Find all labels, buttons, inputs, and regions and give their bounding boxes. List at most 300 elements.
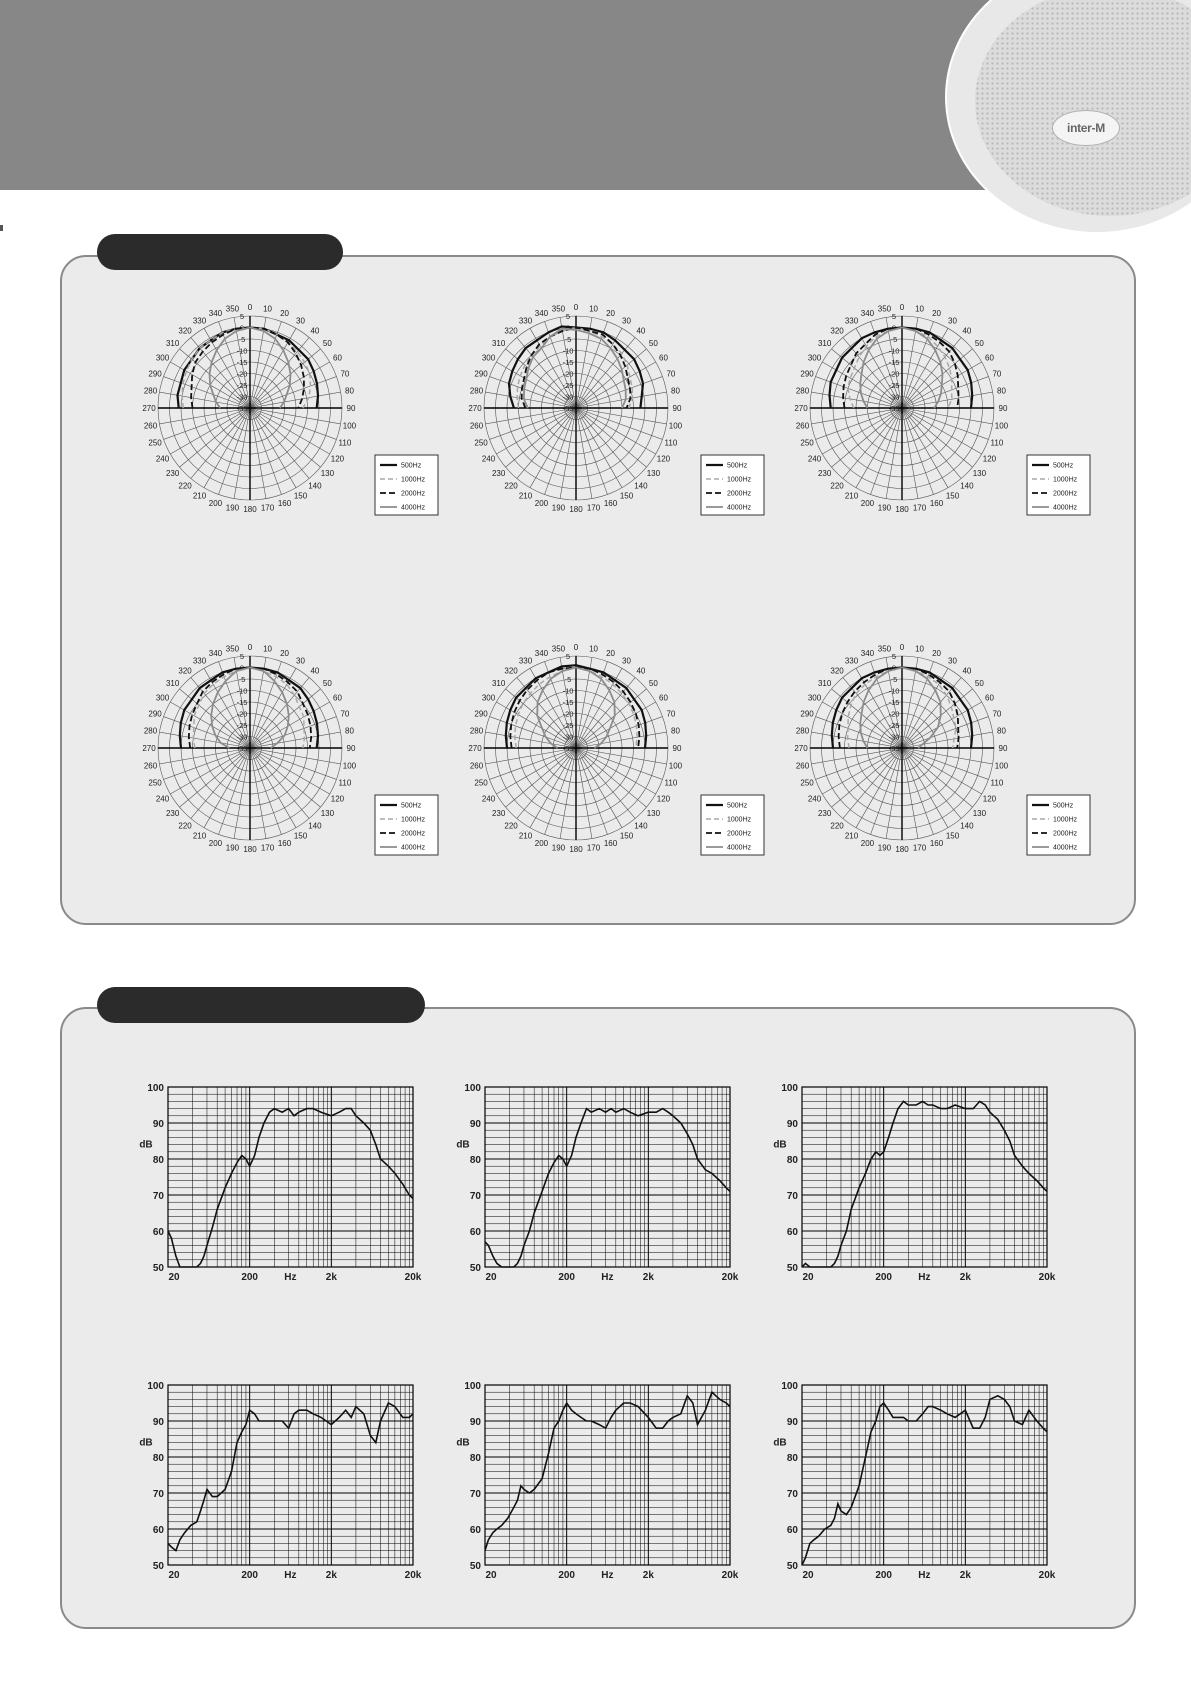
frequency-plot-area xyxy=(485,1087,730,1267)
frequency-chart-5 xyxy=(447,1373,747,1593)
polar-angle-label: 300 xyxy=(807,353,822,363)
polar-angle-label: 110 xyxy=(664,438,678,448)
frequency-y-tick: 80 xyxy=(786,1453,798,1464)
frequency-y-tick: 70 xyxy=(152,1191,164,1202)
polar-angle-label: 90 xyxy=(346,744,356,753)
frequency-x-tick: Hz xyxy=(284,1272,297,1283)
polar-angle-label: 220 xyxy=(830,821,844,831)
frequency-y-tick: 100 xyxy=(781,1083,798,1094)
frequency-y-tick: 80 xyxy=(786,1155,798,1166)
polar-angle-label: 40 xyxy=(636,326,646,336)
polar-angle-label: 100 xyxy=(668,761,683,771)
frequency-x-tick: 20 xyxy=(485,1570,497,1581)
polar-angle-label: 140 xyxy=(960,481,974,491)
frequency-x-tick: 200 xyxy=(558,1570,576,1581)
polar-angle-label: 100 xyxy=(668,421,683,431)
polar-angle-label: 140 xyxy=(634,481,648,491)
polar-radial-label: 0 xyxy=(565,323,571,333)
polar-angle-label: 20 xyxy=(606,649,615,659)
polar-angle-label: 290 xyxy=(474,709,488,719)
polar-angle-label: 330 xyxy=(192,656,207,666)
polar-angle-label: 90 xyxy=(998,404,1008,413)
polar-radial-label: -5 xyxy=(890,675,898,684)
polar-angle-label: 220 xyxy=(504,481,518,491)
polar-angle-label: 50 xyxy=(648,339,658,349)
frequency-y-tick: 70 xyxy=(786,1191,798,1202)
polar-angle-label: 160 xyxy=(277,498,292,508)
polar-legend-label: 500Hz xyxy=(401,462,422,470)
polar-radial-label: -20 xyxy=(562,709,574,719)
frequency-y-axis-label: dB xyxy=(456,1139,470,1151)
frequency-plot-area xyxy=(168,1385,413,1565)
polar-angle-label: 240 xyxy=(155,454,170,464)
polar-angle-label: 10 xyxy=(915,304,924,314)
polar-angle-label: 90 xyxy=(998,744,1008,753)
polar-chart-3 xyxy=(772,300,1112,545)
polar-angle-label: 290 xyxy=(148,709,162,719)
polar-angle-label: 350 xyxy=(551,304,566,314)
polar-angle-label: 140 xyxy=(308,821,322,831)
polar-angle-label: 190 xyxy=(225,503,240,513)
polar-radial-label: 0 xyxy=(239,323,245,333)
polar-angle-label: 180 xyxy=(895,845,909,854)
polar-chart-1 xyxy=(120,300,460,545)
polar-angle-label: 30 xyxy=(948,656,957,666)
frequency-chart-3 xyxy=(764,1075,1064,1295)
polar-angle-label: 110 xyxy=(338,778,352,788)
polar-radial-label: -20 xyxy=(236,369,248,379)
frequency-y-tick: 60 xyxy=(786,1525,798,1536)
polar-angle-label: 130 xyxy=(972,468,987,478)
polar-angle-label: 70 xyxy=(666,369,676,379)
polar-angle-label: 30 xyxy=(622,316,631,326)
polar-angle-label: 260 xyxy=(143,761,158,771)
frequency-y-tick: 90 xyxy=(786,1119,798,1130)
polar-angle-label: 320 xyxy=(178,326,192,336)
frequency-y-tick: 50 xyxy=(469,1263,481,1274)
polar-legend-label: 1000Hz xyxy=(401,476,426,484)
polar-radial-label: -5 xyxy=(564,675,572,684)
polar-angle-label: 210 xyxy=(844,491,859,501)
polar-angle-label: 70 xyxy=(340,369,350,379)
polar-angle-label: 280 xyxy=(143,386,158,396)
polar-angle-label: 260 xyxy=(469,761,484,771)
polar-radial-label: -10 xyxy=(562,346,574,356)
polar-angle-label: 280 xyxy=(795,726,810,736)
polar-radial-label: -25 xyxy=(236,381,248,390)
polar-angle-label: 170 xyxy=(260,843,275,853)
frequency-x-tick: 2k xyxy=(642,1272,654,1283)
polar-angle-label: 160 xyxy=(929,838,944,848)
polar-legend-label: 4000Hz xyxy=(1053,844,1078,852)
polar-angle-label: 250 xyxy=(474,438,488,448)
polar-angle-label: 130 xyxy=(646,808,661,818)
polar-radial-label: -30 xyxy=(236,392,248,402)
polar-angle-label: 170 xyxy=(586,843,601,853)
polar-legend-label: 1000Hz xyxy=(1053,476,1078,484)
polar-angle-label: 310 xyxy=(491,679,506,689)
polar-angle-label: 190 xyxy=(551,503,566,513)
polar-angle-label: 40 xyxy=(962,666,972,676)
polar-angle-label: 190 xyxy=(551,843,566,853)
frequency-y-tick: 60 xyxy=(786,1227,798,1238)
polar-radial-label: 0 xyxy=(239,663,245,673)
polar-angle-label: 30 xyxy=(296,316,305,326)
polar-angle-label: 340 xyxy=(534,309,549,319)
polar-legend-label: 1000Hz xyxy=(1053,816,1078,824)
polar-angle-label: 330 xyxy=(518,316,533,326)
polar-angle-label: 250 xyxy=(148,438,162,448)
polar-angle-label: 180 xyxy=(895,505,909,514)
polar-angle-label: 150 xyxy=(293,491,308,501)
polar-chart-2 xyxy=(446,300,786,545)
polar-angle-label: 40 xyxy=(310,666,320,676)
polar-series-500Hz xyxy=(830,328,973,409)
polar-angle-label: 210 xyxy=(844,831,859,841)
polar-legend-label: 1000Hz xyxy=(401,816,426,824)
polar-angle-label: 180 xyxy=(243,845,257,854)
polar-angle-label: 200 xyxy=(208,838,223,848)
polar-radial-label: -30 xyxy=(888,392,900,402)
polar-legend-label: 2000Hz xyxy=(401,490,426,498)
polar-radial-label: -5 xyxy=(890,335,898,344)
polar-angle-label: 310 xyxy=(491,339,506,349)
speaker-product-photo xyxy=(945,0,1191,234)
polar-angle-label: 210 xyxy=(518,831,533,841)
polar-angle-label: 140 xyxy=(308,481,322,491)
polar-angle-label: 50 xyxy=(322,679,332,689)
frequency-x-tick: 2k xyxy=(642,1570,654,1581)
frequency-plot-area xyxy=(168,1087,413,1267)
polar-angle-label: 20 xyxy=(280,309,289,319)
polar-angle-label: 80 xyxy=(345,386,354,396)
polar-angle-label: 30 xyxy=(296,656,305,666)
margin-mark xyxy=(0,225,3,231)
polar-angle-label: 80 xyxy=(671,386,680,396)
polar-series-4000Hz xyxy=(860,668,941,749)
polar-legend-label: 500Hz xyxy=(727,462,748,470)
frequency-x-tick: 2k xyxy=(325,1570,337,1581)
polar-angle-label: 270 xyxy=(468,744,482,753)
frequency-y-tick: 90 xyxy=(152,1119,164,1130)
frequency-x-tick: Hz xyxy=(918,1272,931,1283)
polar-angle-label: 240 xyxy=(807,794,822,804)
polar-legend-label: 2000Hz xyxy=(727,490,752,498)
polar-angle-label: 50 xyxy=(974,339,984,349)
frequency-y-axis-label: dB xyxy=(773,1139,787,1151)
polar-angle-label: 20 xyxy=(606,309,615,319)
speaker-grille xyxy=(975,0,1191,216)
frequency-x-tick: 2k xyxy=(325,1272,337,1283)
frequency-y-tick: 50 xyxy=(152,1263,164,1274)
polar-legend-label: 4000Hz xyxy=(401,504,426,512)
polar-angle-label: 150 xyxy=(945,491,960,501)
frequency-y-tick: 100 xyxy=(464,1083,481,1094)
polar-angle-label: 260 xyxy=(795,761,810,771)
polar-radial-label: 0 xyxy=(891,663,897,673)
polar-angle-label: 300 xyxy=(807,693,822,703)
polar-angle-label: 290 xyxy=(800,709,814,719)
polar-angle-label: 200 xyxy=(534,838,549,848)
polar-legend-label: 4000Hz xyxy=(401,844,426,852)
polar-angle-label: 290 xyxy=(148,369,162,379)
polar-angle-label: 180 xyxy=(569,505,583,514)
frequency-x-tick: 200 xyxy=(241,1272,259,1283)
frequency-response-section-tab xyxy=(97,987,425,1023)
polar-angle-label: 20 xyxy=(932,649,941,659)
polar-radial-label: 5 xyxy=(891,312,897,321)
polar-angle-label: 230 xyxy=(817,808,832,818)
frequency-x-tick: 20 xyxy=(168,1570,180,1581)
polar-angle-label: 30 xyxy=(622,656,631,666)
frequency-x-tick: Hz xyxy=(918,1570,931,1581)
polar-angle-label: 70 xyxy=(666,709,676,719)
polar-angle-label: 0 xyxy=(247,643,253,652)
polar-radial-label: -35 xyxy=(562,744,574,753)
polar-radial-label: -35 xyxy=(888,744,900,753)
polar-angle-label: 210 xyxy=(192,491,207,501)
frequency-y-tick: 70 xyxy=(469,1191,481,1202)
polar-angle-label: 60 xyxy=(985,353,994,363)
polar-angle-label: 10 xyxy=(263,644,272,654)
polar-radial-label: -35 xyxy=(888,404,900,413)
polar-angle-label: 110 xyxy=(338,438,352,448)
polar-angle-label: 310 xyxy=(165,339,180,349)
polar-angle-label: 320 xyxy=(830,326,844,336)
polar-radial-label: -15 xyxy=(562,358,574,367)
polar-angle-label: 60 xyxy=(985,693,994,703)
polar-chart-4 xyxy=(120,640,460,885)
polar-angle-label: 40 xyxy=(310,326,320,336)
polar-angle-label: 110 xyxy=(990,438,1004,448)
polar-angle-label: 80 xyxy=(997,386,1006,396)
polar-angle-label: 120 xyxy=(330,794,345,804)
polar-radial-label: -20 xyxy=(562,369,574,379)
polar-angle-label: 160 xyxy=(277,838,292,848)
polar-angle-label: 50 xyxy=(322,339,332,349)
polar-angle-label: 130 xyxy=(320,808,335,818)
polar-angle-label: 190 xyxy=(877,843,892,853)
polar-legend-label: 1000Hz xyxy=(727,816,752,824)
polar-angle-label: 260 xyxy=(469,421,484,431)
polar-angle-label: 130 xyxy=(320,468,335,478)
polar-angle-label: 260 xyxy=(143,421,158,431)
frequency-x-tick: 20k xyxy=(1038,1570,1056,1581)
polar-chart-6 xyxy=(772,640,1112,885)
polar-angle-label: 270 xyxy=(142,404,156,413)
frequency-y-axis-label: dB xyxy=(773,1437,787,1449)
polar-series-500Hz xyxy=(180,668,318,749)
polar-angle-label: 270 xyxy=(794,744,808,753)
polar-radial-label: -15 xyxy=(888,358,900,367)
polar-angle-label: 100 xyxy=(994,761,1009,771)
frequency-x-tick: 20k xyxy=(721,1272,739,1283)
polar-angle-label: 310 xyxy=(817,679,832,689)
polar-angle-label: 50 xyxy=(648,679,658,689)
polar-angle-label: 60 xyxy=(333,353,342,363)
polar-angle-label: 200 xyxy=(860,838,875,848)
frequency-y-tick: 90 xyxy=(469,1119,481,1130)
polar-legend-label: 500Hz xyxy=(727,802,748,810)
polar-angle-label: 290 xyxy=(474,369,488,379)
polar-legend-label: 4000Hz xyxy=(1053,504,1078,512)
polar-angle-label: 80 xyxy=(997,726,1006,736)
frequency-x-tick: Hz xyxy=(601,1272,614,1283)
polar-angle-label: 300 xyxy=(481,353,496,363)
polar-angle-label: 130 xyxy=(646,468,661,478)
polar-angle-label: 120 xyxy=(656,454,671,464)
polar-angle-label: 330 xyxy=(518,656,533,666)
frequency-y-tick: 80 xyxy=(152,1155,164,1166)
polar-angle-label: 300 xyxy=(481,693,496,703)
polar-angle-label: 350 xyxy=(225,644,240,654)
polar-radial-label: 5 xyxy=(239,312,245,321)
frequency-x-tick: 200 xyxy=(558,1272,576,1283)
frequency-x-tick: Hz xyxy=(601,1570,614,1581)
polar-angle-label: 340 xyxy=(860,309,875,319)
polar-angle-label: 220 xyxy=(178,481,192,491)
polar-angle-label: 230 xyxy=(491,808,506,818)
polar-angle-label: 280 xyxy=(143,726,158,736)
polar-angle-label: 190 xyxy=(877,503,892,513)
polar-radial-label: -10 xyxy=(562,686,574,696)
polar-angle-label: 100 xyxy=(342,761,357,771)
frequency-x-tick: Hz xyxy=(284,1570,297,1581)
polar-series-2000Hz xyxy=(510,668,639,749)
polar-angle-label: 220 xyxy=(830,481,844,491)
polar-angle-label: 330 xyxy=(844,316,859,326)
frequency-y-tick: 60 xyxy=(152,1525,164,1536)
frequency-y-tick: 80 xyxy=(469,1155,481,1166)
frequency-x-tick: 20 xyxy=(802,1570,814,1581)
polar-radial-label: -35 xyxy=(236,744,248,753)
polar-angle-label: 340 xyxy=(860,649,875,659)
polar-radial-label: -10 xyxy=(236,346,248,356)
polar-angle-label: 170 xyxy=(912,503,927,513)
frequency-chart-1 xyxy=(130,1075,430,1295)
frequency-y-tick: 90 xyxy=(786,1417,798,1428)
polar-angle-label: 240 xyxy=(481,794,496,804)
polar-angle-label: 310 xyxy=(817,339,832,349)
polar-radial-label: -15 xyxy=(562,698,574,707)
polar-angle-label: 160 xyxy=(603,498,618,508)
polar-angle-label: 150 xyxy=(293,831,308,841)
polar-radial-label: 5 xyxy=(565,652,571,661)
polar-radial-label: -10 xyxy=(888,346,900,356)
polar-angle-label: 200 xyxy=(208,498,223,508)
frequency-y-tick: 70 xyxy=(786,1489,798,1500)
polar-angle-label: 300 xyxy=(155,353,170,363)
brand-logo: inter-M xyxy=(1052,110,1120,146)
polar-angle-label: 320 xyxy=(178,666,192,676)
polar-angle-label: 220 xyxy=(504,821,518,831)
frequency-y-tick: 70 xyxy=(152,1489,164,1500)
polar-angle-label: 70 xyxy=(340,709,350,719)
polar-angle-label: 20 xyxy=(280,649,289,659)
polar-angle-label: 90 xyxy=(672,744,682,753)
frequency-y-axis-label: dB xyxy=(456,1437,470,1449)
polar-angle-label: 90 xyxy=(672,404,682,413)
polar-angle-label: 210 xyxy=(518,491,533,501)
frequency-x-tick: 200 xyxy=(241,1570,259,1581)
directivity-section-tab xyxy=(97,234,343,270)
polar-radial-label: -20 xyxy=(888,709,900,719)
polar-angle-label: 210 xyxy=(192,831,207,841)
polar-angle-label: 320 xyxy=(830,666,844,676)
polar-radial-label: -30 xyxy=(562,732,574,742)
polar-radial-label: 5 xyxy=(239,652,245,661)
polar-angle-label: 110 xyxy=(664,778,678,788)
polar-angle-label: 180 xyxy=(243,505,257,514)
frequency-x-tick: 20k xyxy=(1038,1272,1056,1283)
frequency-y-tick: 90 xyxy=(152,1417,164,1428)
polar-angle-label: 150 xyxy=(619,491,634,501)
polar-radial-label: -15 xyxy=(236,358,248,367)
frequency-y-tick: 50 xyxy=(469,1561,481,1572)
frequency-y-tick: 50 xyxy=(152,1561,164,1572)
frequency-y-tick: 60 xyxy=(469,1227,481,1238)
frequency-y-tick: 50 xyxy=(786,1263,798,1274)
polar-angle-label: 270 xyxy=(468,404,482,413)
polar-angle-label: 250 xyxy=(800,438,814,448)
polar-legend-label: 1000Hz xyxy=(727,476,752,484)
frequency-x-tick: 20 xyxy=(802,1272,814,1283)
frequency-y-tick: 60 xyxy=(469,1525,481,1536)
polar-angle-label: 140 xyxy=(960,821,974,831)
polar-angle-label: 150 xyxy=(619,831,634,841)
polar-angle-label: 0 xyxy=(899,303,905,312)
polar-chart-5 xyxy=(446,640,786,885)
polar-angle-label: 180 xyxy=(569,845,583,854)
polar-angle-label: 120 xyxy=(982,794,997,804)
frequency-y-tick: 100 xyxy=(464,1381,481,1392)
polar-angle-label: 120 xyxy=(330,454,345,464)
polar-angle-label: 140 xyxy=(634,821,648,831)
polar-angle-label: 60 xyxy=(659,693,668,703)
frequency-x-tick: 20k xyxy=(404,1570,422,1581)
polar-angle-label: 120 xyxy=(982,454,997,464)
polar-angle-label: 350 xyxy=(225,304,240,314)
polar-radial-label: -25 xyxy=(888,381,900,390)
polar-legend-label: 2000Hz xyxy=(401,830,426,838)
polar-angle-label: 10 xyxy=(589,304,598,314)
polar-angle-label: 0 xyxy=(247,303,253,312)
polar-radial-label: -25 xyxy=(562,381,574,390)
polar-angle-label: 250 xyxy=(148,778,162,788)
polar-angle-label: 230 xyxy=(165,808,180,818)
polar-radial-label: -20 xyxy=(236,709,248,719)
polar-angle-label: 230 xyxy=(817,468,832,478)
polar-angle-label: 10 xyxy=(263,304,272,314)
frequency-y-tick: 80 xyxy=(152,1453,164,1464)
polar-angle-label: 350 xyxy=(877,304,892,314)
polar-radial-label: -25 xyxy=(888,721,900,730)
polar-angle-label: 160 xyxy=(929,498,944,508)
frequency-y-tick: 100 xyxy=(147,1083,164,1094)
polar-angle-label: 10 xyxy=(589,644,598,654)
polar-radial-label: -30 xyxy=(562,392,574,402)
frequency-x-tick: 20 xyxy=(168,1272,180,1283)
polar-angle-label: 330 xyxy=(192,316,207,326)
polar-angle-label: 40 xyxy=(962,326,972,336)
polar-angle-label: 0 xyxy=(573,303,579,312)
polar-radial-label: -5 xyxy=(238,335,246,344)
polar-angle-label: 130 xyxy=(972,808,987,818)
polar-angle-label: 320 xyxy=(504,666,518,676)
frequency-y-tick: 100 xyxy=(781,1381,798,1392)
polar-angle-label: 250 xyxy=(800,778,814,788)
polar-angle-label: 350 xyxy=(877,644,892,654)
